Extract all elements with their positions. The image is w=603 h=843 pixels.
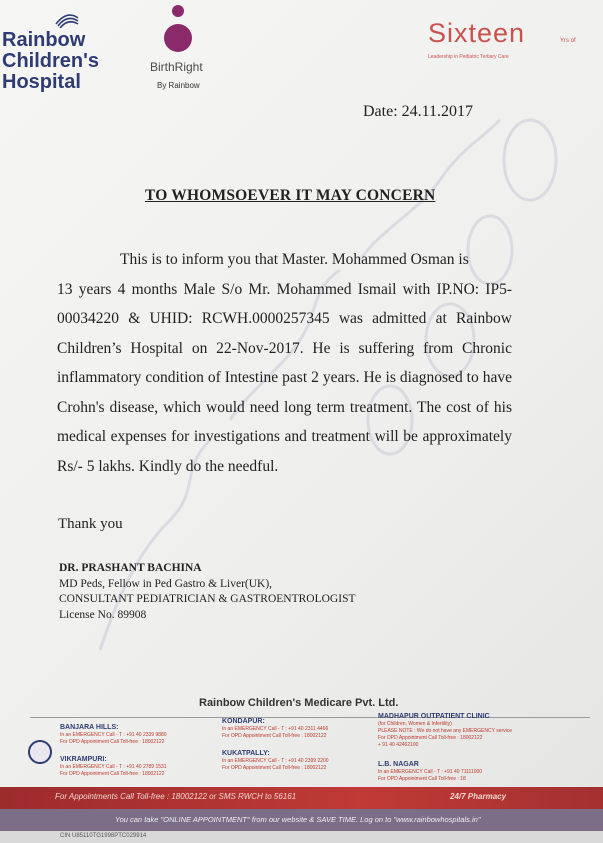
branch-line: In an EMERGENCY Call - T : +91 40 2339 9880 [60,732,167,738]
birthright-logo [145,4,225,94]
branch-name: BANJARA HILLS: [60,724,119,731]
branch-line: For OPD Appointment Call Toll-free : 18002122 [60,739,165,745]
rainbow-hospital-name [2,30,99,93]
sixteen-name: Sixteen [428,18,526,48]
branch-line: In an EMERGENCY Call - T : +91 40 71111000 [378,769,483,775]
rainbow-arcs-icon [54,8,80,28]
branch-line: For OPD Appointment Call Toll-free : 18002122 [60,771,165,777]
doctor-signature-block [59,561,356,623]
branch-kondapur [222,717,328,740]
appointment-text: For Appointments Call Toll-free : 18002122 or SMS RWCH to 56161 [55,792,297,801]
letter-body [57,245,512,481]
branch-lb-nagar [378,760,482,783]
letter-date: Date: 24.11.2017 [363,103,474,120]
branch-kukatpally [222,749,329,772]
branch-banjara-hills [60,723,167,746]
doctor-name: DR. PRASHANT BACHINA [59,562,202,574]
branch-line: For OPD Appointment Call Toll-free : 18002122 [222,765,327,771]
footer-online-band [0,809,603,831]
logo-line: Children's [2,50,99,72]
footer-emblem-icon [28,740,52,764]
closing-thanks: Thank you [58,516,123,532]
branch-name: L.B. NAGAR [378,761,419,768]
branch-line: PLEASE NOTE : We do not have any EMERGENCY service [378,728,513,734]
doctor-title: CONSULTANT PEDIATRICIAN & GASTROENTROLOGIST [59,593,356,605]
body-first-line: This is to inform you that Master. Mohammed Osman is [120,251,469,268]
birthright-name: BirthRight [150,60,203,74]
logo-line: Rainbow [2,29,86,51]
branch-line: (for Children, Women & Infertility) [378,721,452,727]
branch-line: For OPD Appointment Call Toll-free : 18002122 [378,735,483,741]
body-paragraph: 13 years 4 months Male S/o Mr. Mohammed Ismail with IP.NO: IP5-00034220 & UHID: RCWH.0000257345 was admitted at Rainbow Children’s Hospital on 22-Nov-2017. He is suffering from Chronic inflammatory condition of Intestine past 2 years. He is diagnosed to have Crohn's disease, which would need long term treatment. The cost of his medical expenses for investigations and treatment will be approximately Rs/- 5 lakhs. Kindly do the needful. [57,280,512,475]
branch-line: In an EMERGENCY Call - T : +91 40 2311 4466 [222,726,329,732]
sixteen-tagline: Leadership in Pediatric Tertiary Care [428,54,509,60]
doctor-license: License No. 89908 [59,608,147,621]
branch-madhapur [378,712,512,749]
sixteen-years-logo [428,18,578,60]
branch-line: For OPD Appointment Call Toll-free : 18002122 [222,733,327,739]
company-name: Rainbow Children's Medicare Pvt. Ltd. [199,697,399,709]
birthright-mark-icon [163,4,193,54]
branch-line: For OPD Appointment Call Toll-free : 18 [378,776,466,782]
branch-name: VIKRAMPURI: [60,756,107,763]
footer-cin-band [0,831,603,843]
branch-line: In an EMERGENCY Call - T : +91 40 2399 2200 [222,758,329,764]
online-appointment-text: You can take "ONLINE APPOINTMENT" from our website & SAVE TIME. Log on to "www.rainbowhospitals.in" [115,815,481,824]
footer-appointment-band [0,787,603,809]
sixteen-superscript: Yrs of [560,38,576,44]
branch-name: MADHAPUR OUTPATIENT CLINIC [378,713,490,720]
doctor-qualification: MD Peds, Fellow in Ped Gastro & Liver(UK), [59,577,273,590]
branch-name: KONDAPUR: [222,718,265,725]
branch-name: KUKATPALLY: [222,750,270,757]
birthright-sub: By Rainbow [157,81,200,90]
branch-vikrampuri [60,755,167,778]
pharmacy-text: 24/7 Pharmacy [450,792,507,801]
branch-line: In an EMERGENCY Call - T : +91 40 2789 1531 [60,764,167,770]
letter-heading: TO WHOMSOEVER IT MAY CONCERN [145,187,436,204]
cin-text: CIN U85110TG1998PTC029914 [60,833,147,839]
logo-line: Hospital [2,71,81,93]
branch-line: + 91 40 42462100 [378,742,419,748]
